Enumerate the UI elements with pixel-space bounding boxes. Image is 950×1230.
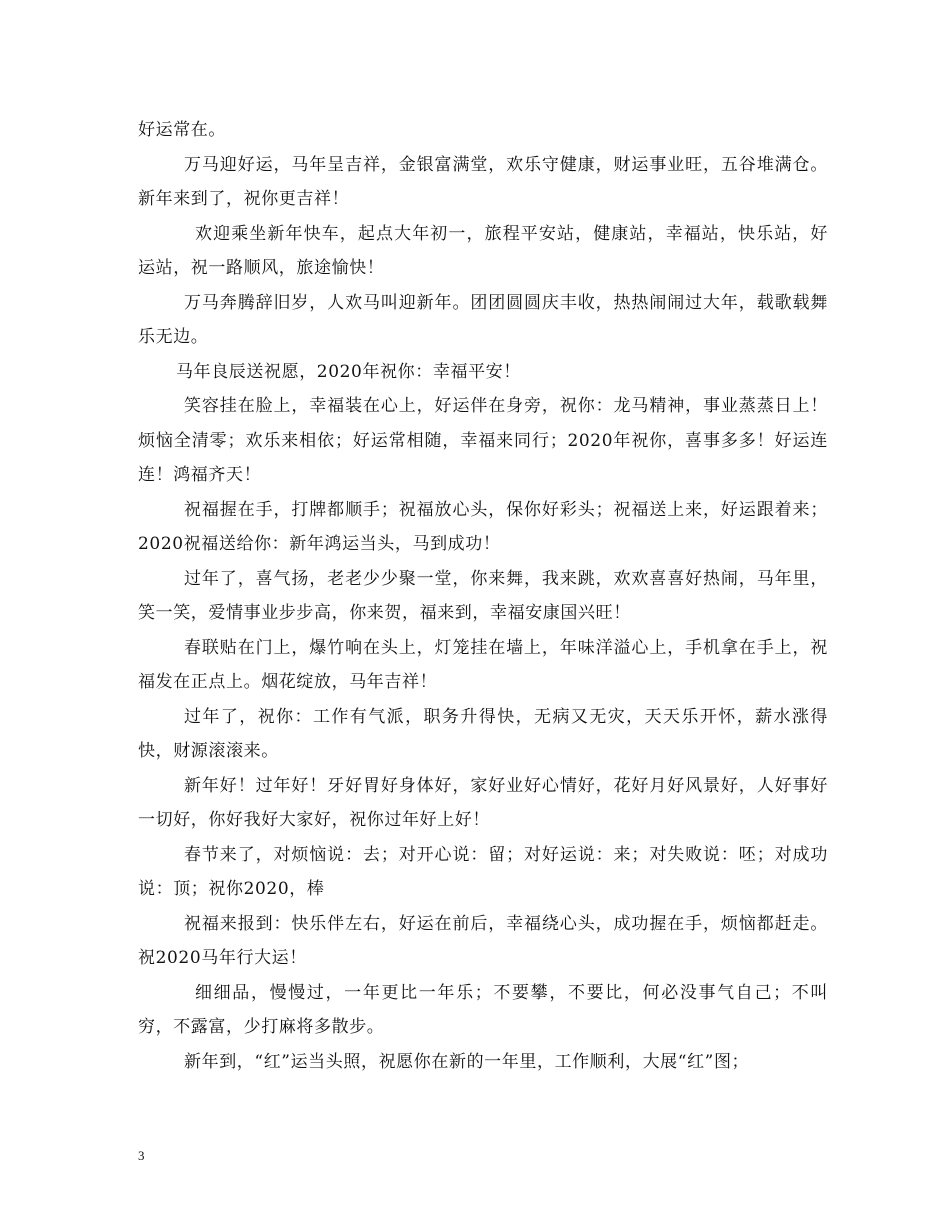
- paragraph-14: 细细品，慢慢过，一年更比一年乐；不要攀，不要比，何必没事气自己；不叫穷，不露富，少打麻将多散步。: [138, 982, 828, 1037]
- paragraph-13: 祝福来报到：快乐伴左右，好运在前后，幸福绕心头，成功握在手，烦恼都赶走。祝2020马年行大运！: [138, 913, 828, 968]
- document-body: [138, 113, 847, 1079]
- paragraph-12: 春节来了，对烦恼说：去；对开心说：留；对好运说：来；对失败说：呸；对成功说：顶；祝你2020，棒: [138, 844, 828, 899]
- paragraph-7: 祝福握在手，打牌都顺手；祝福放心头，保你好彩头；祝福送上来，好运跟着来；2020祝福送给你：新年鸿运当头，马到成功！: [138, 499, 828, 554]
- paragraph-10: 过年了，祝你：工作有气派，职务升得快，无病又无灾，天天乐开怀，薪水涨得快，财源滚滚来。: [138, 706, 828, 761]
- page-number: 3: [138, 1148, 145, 1163]
- paragraph-8: 过年了，喜气扬，老老少少聚一堂，你来舞，我来跳，欢欢喜喜好热闹，马年里，笑一笑，爱情事业步步高，你来贺，福来到，幸福安康国兴旺！: [138, 568, 828, 623]
- paragraph-5: 马年良辰送祝愿，2020年祝你：幸福平安！: [176, 361, 521, 382]
- paragraph-9: 春联贴在门上，爆竹响在头上，灯笼挂在墙上，年味洋溢心上，手机拿在手上，祝福发在正点上。烟花绽放，马年吉祥！: [138, 637, 828, 692]
- paragraph-6: 笑容挂在脸上，幸福装在心上，好运伴在身旁，祝你：龙马精神，事业蒸蒸日上！ 烦恼全清零；欢乐来相依；好运常相随，幸福来同行；2020年祝你，喜事多多！好运连连！鸿福齐天！: [138, 396, 847, 485]
- paragraph-2: 万马迎好运，马年呈吉祥，金银富满堂，欢乐守健康，财运事业旺，五谷堆满仓。新年来到了，祝你更吉祥！: [138, 154, 828, 209]
- paragraph-11: 新年好！过年好！牙好胃好身体好，家好业好心情好，花好月好风景好，人好事好一切好，你好我好大家好，祝你过年好上好！: [138, 775, 828, 830]
- paragraph-4: 万马奔腾辞旧岁，人欢马叫迎新年。团团圆圆庆丰收，热热闹闹过大年，载歌载舞乐无边。: [138, 292, 828, 347]
- paragraph-1: 好运常在。: [138, 120, 226, 140]
- paragraph-3: 欢迎乘坐新年快车，起点大年初一，旅程平安站，健康站，幸福站，快乐站，好运站，祝一路顺风，旅途愉快！: [138, 223, 828, 278]
- paragraph-15: 新年到，“红”运当头照，祝愿你在新的一年里，工作顺利，大展“红”图；: [184, 1051, 750, 1072]
